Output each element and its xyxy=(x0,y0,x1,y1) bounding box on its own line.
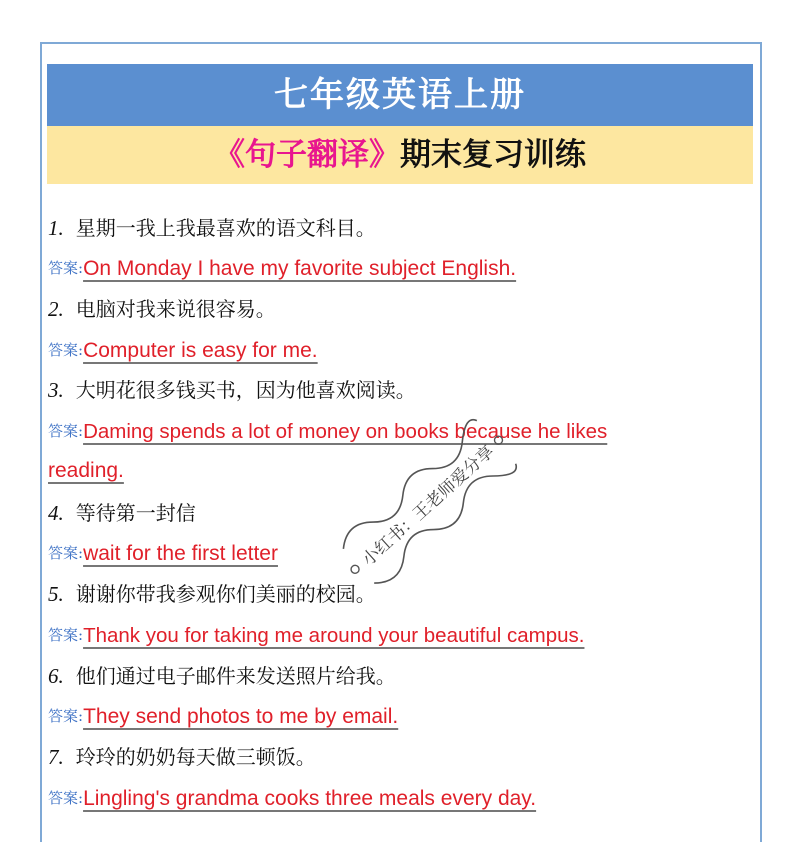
answer-text-line-2: reading. xyxy=(48,459,124,482)
answer-item-7 xyxy=(48,783,758,814)
question-text: 谢谢你带我参观你们美丽的校园。 xyxy=(75,582,376,606)
answer-text-line-1: Daming spends a lot of money on books because he likes xyxy=(83,420,608,443)
page-subtitle xyxy=(47,126,753,184)
subtitle-rest: 期末复习训练 xyxy=(400,137,586,173)
answer-label: 答案: xyxy=(48,341,84,359)
question-item-4 xyxy=(48,498,758,528)
answer-label: 答案: xyxy=(48,789,84,807)
question-text: 他们通过电子邮件来发送照片给我。 xyxy=(75,664,396,688)
question-item-1 xyxy=(48,213,758,243)
answer-item-5 xyxy=(48,620,758,651)
answer-item-2 xyxy=(48,335,758,366)
question-item-6 xyxy=(48,661,758,691)
answer-item-3 xyxy=(48,416,758,447)
question-text: 等待第一封信 xyxy=(75,501,196,525)
question-item-2 xyxy=(48,294,758,324)
page-title: 七年级英语上册 xyxy=(47,64,753,126)
answer-text: Lingling's grandma cooks three meals every day. xyxy=(83,787,537,810)
question-text: 星期一我上我最喜欢的语文科目。 xyxy=(75,216,376,240)
question-text: 玲玲的奶奶每天做三顿饭。 xyxy=(75,745,316,769)
answer-item-1 xyxy=(48,253,758,284)
subtitle-highlight: 《句子翻译》 xyxy=(214,137,400,173)
answer-text: On Monday I have my favorite subject English. xyxy=(83,257,517,280)
answer-text: They send photos to me by email. xyxy=(83,705,399,728)
answer-label: 答案: xyxy=(48,544,84,562)
watermark-text: 小红书：王老师爱分享 xyxy=(358,441,499,571)
question-number: 3. xyxy=(48,378,64,402)
answer-item-6 xyxy=(48,701,758,732)
question-number: 5. xyxy=(48,582,64,606)
answer-item-3-cont xyxy=(48,456,758,486)
answer-label: 答案: xyxy=(48,259,84,277)
question-text: 大明花很多钱买书，因为他喜欢阅读。 xyxy=(75,378,416,402)
question-number: 2. xyxy=(48,297,64,321)
question-item-7 xyxy=(48,742,758,772)
answer-text: wait for the first letter xyxy=(83,542,278,565)
answer-label: 答案: xyxy=(48,707,84,725)
answer-item-4 xyxy=(48,538,758,569)
question-text: 电脑对我来说很容易。 xyxy=(75,297,276,321)
question-number: 7. xyxy=(48,745,64,769)
question-number: 6. xyxy=(48,664,64,688)
question-number: 1. xyxy=(48,216,64,240)
answer-text: Computer is easy for me. xyxy=(83,339,318,362)
question-item-3 xyxy=(48,375,758,405)
question-number: 4. xyxy=(48,501,64,525)
answer-label: 答案: xyxy=(48,422,84,440)
answer-label: 答案: xyxy=(48,626,84,644)
question-item-5 xyxy=(48,579,758,609)
answer-text: Thank you for taking me around your beautiful campus. xyxy=(83,624,585,647)
